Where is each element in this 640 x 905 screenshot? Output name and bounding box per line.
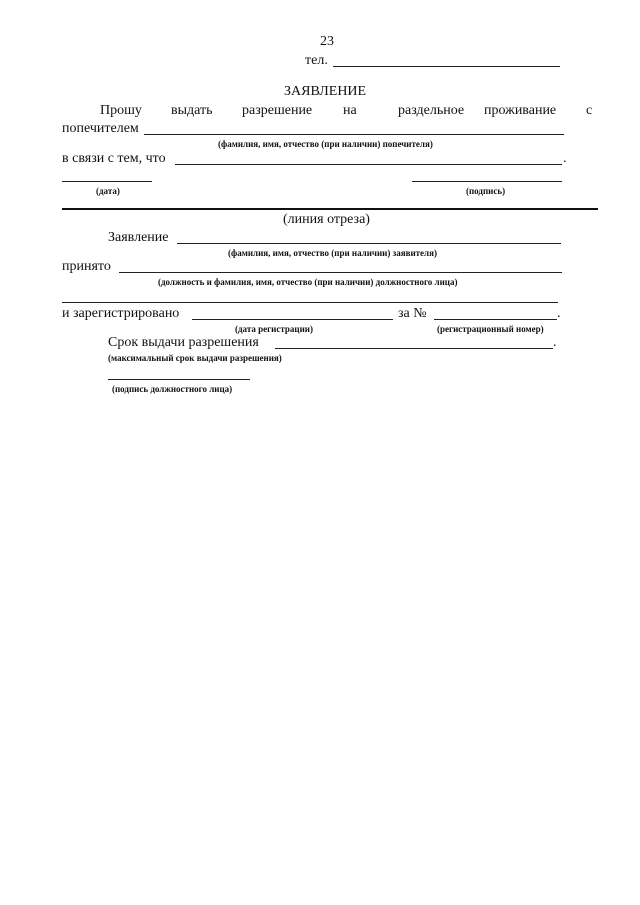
phone-label: тел. [305, 53, 328, 68]
registration-date-field[interactable] [192, 319, 393, 320]
term-hint: (максимальный срок выдачи разрешения) [108, 353, 282, 363]
term-label: Срок выдачи разрешения [108, 335, 259, 350]
official-signature-hint: (подпись должностного лица) [112, 384, 233, 394]
request-word-5: раздельное [398, 103, 465, 118]
guardian-label: попечителем [62, 121, 139, 136]
registered-label: и зарегистрировано [62, 306, 180, 321]
reason-end: . [563, 151, 567, 166]
page-number: 23 [320, 34, 334, 49]
official-field[interactable] [119, 272, 562, 273]
request-word-7: с [586, 103, 593, 118]
date-field[interactable] [62, 181, 152, 182]
statement-label: Заявление [108, 230, 169, 245]
date-hint: (дата) [96, 186, 120, 196]
cut-line [62, 208, 598, 210]
request-word-4: на [343, 103, 357, 118]
registration-number-field[interactable] [434, 319, 557, 320]
registration-number-hint: (регистрационный номер) [437, 324, 544, 334]
request-word-3: разрешение [242, 103, 313, 118]
reason-label: в связи с тем, что [62, 151, 166, 166]
request-word-6: проживание [484, 103, 557, 118]
signature-field[interactable] [412, 181, 562, 182]
applicant-hint: (фамилия, имя, отчество (при наличии) заявителя) [228, 248, 437, 258]
applicant-field[interactable] [177, 243, 561, 244]
signature-hint: (подпись) [466, 186, 506, 196]
guardian-field[interactable] [144, 134, 564, 135]
document-title: ЗАЯВЛЕНИЕ [284, 84, 367, 99]
guardian-hint: (фамилия, имя, отчество (при наличии) попечителя) [218, 139, 433, 149]
registration-date-hint: (дата регистрации) [235, 324, 313, 334]
cut-line-label: (линия отреза) [283, 212, 370, 227]
official-field-continued[interactable] [62, 302, 558, 303]
term-field[interactable] [275, 348, 553, 349]
number-end: . [557, 306, 561, 321]
reason-field[interactable] [175, 164, 562, 165]
official-signature-field[interactable] [108, 379, 250, 380]
official-hint: (должность и фамилия, имя, отчество (при наличии) должностного лица) [158, 277, 458, 287]
phone-field[interactable] [333, 66, 560, 67]
request-word-1: Прошу [100, 103, 142, 118]
term-end: . [553, 335, 557, 350]
number-label: за № [398, 306, 427, 321]
request-word-2: выдать [171, 103, 213, 118]
accepted-label: принято [62, 259, 111, 274]
